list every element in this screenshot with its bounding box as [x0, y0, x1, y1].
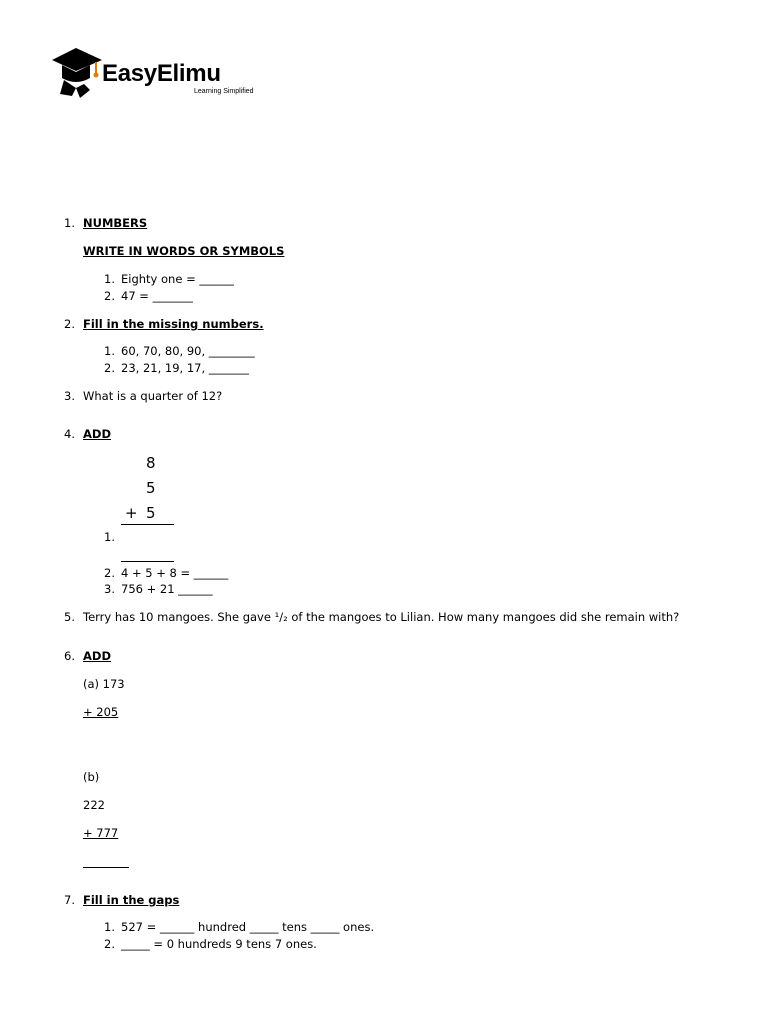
- q6-a-line-2: + 205: [83, 705, 119, 719]
- q2-item-2-text: 23, 21, 19, 17, _______: [121, 361, 250, 375]
- q4-sum-answer-rule: [121, 561, 174, 562]
- q4-item-2-text: 4 + 5 + 8 = ______: [121, 566, 229, 580]
- q3-number: 3.: [64, 389, 75, 403]
- q7-item-1-number: 1.: [104, 920, 115, 934]
- q1-title: NUMBERS: [83, 216, 148, 230]
- q2-item-1-number: 1.: [104, 344, 115, 358]
- q1-subtitle: WRITE IN WORDS OR SYMBOLS: [83, 244, 285, 258]
- q3-text: What is a quarter of 12?: [83, 389, 223, 403]
- q7-number: 7.: [64, 893, 75, 907]
- q1-item-2-number: 2.: [104, 289, 115, 303]
- q4-item-2-number: 2.: [104, 566, 115, 580]
- logo-tagline: Learning Simplified: [194, 88, 254, 95]
- q2-number: 2.: [64, 317, 75, 331]
- q4-sum-top-rule: [121, 524, 174, 525]
- q6-b-answer-rule: [83, 867, 129, 868]
- q1-number: 1.: [64, 216, 75, 230]
- q1-item-2-text: 47 = _______: [121, 289, 193, 303]
- q4-number: 4.: [64, 427, 75, 441]
- q5-number: 5.: [64, 610, 75, 624]
- q7-title: Fill in the gaps: [83, 893, 180, 907]
- q4-sum-addend-1: 8: [146, 454, 156, 472]
- q5-text: Terry has 10 mangoes. She gave ¹/₂ of the mangoes to Lilian. How many mangoes did she remain with?: [83, 610, 680, 624]
- q2-item-2-number: 2.: [104, 361, 115, 375]
- q6-number: 6.: [64, 649, 75, 663]
- q6-b-line-2: + 777: [83, 826, 119, 840]
- q4-sum-operator: +: [125, 504, 138, 522]
- q4-sum-addend-3: 5: [146, 504, 156, 522]
- q6-b-line-1: 222: [83, 798, 105, 812]
- q7-item-2-text: _____ = 0 hundreds 9 tens 7 ones.: [121, 937, 317, 951]
- q4-item-3-number: 3.: [104, 582, 115, 596]
- q4-title: ADD: [83, 427, 111, 441]
- q6-b-label: (b): [83, 770, 100, 784]
- q4-item-3-text: 756 + 21 ______: [121, 582, 213, 596]
- q7-item-1-text: 527 = ______ hundred _____ tens _____ ones.: [121, 920, 375, 934]
- q2-title: Fill in the missing numbers.: [83, 317, 264, 331]
- q4-item-1-number: 1.: [104, 530, 115, 544]
- logo: [50, 44, 254, 100]
- graduation-cap-icon: [50, 44, 106, 100]
- q4-sum-addend-2: 5: [146, 479, 156, 497]
- q1-item-1-text: Eighty one = ______: [121, 272, 234, 286]
- q6-a-line-1: (a) 173: [83, 677, 125, 691]
- logo-name: EasyElimu: [102, 60, 221, 87]
- q2-item-1-text: 60, 70, 80, 90, ________: [121, 344, 255, 358]
- q1-item-1-number: 1.: [104, 272, 115, 286]
- q7-item-2-number: 2.: [104, 937, 115, 951]
- q6-title: ADD: [83, 649, 111, 663]
